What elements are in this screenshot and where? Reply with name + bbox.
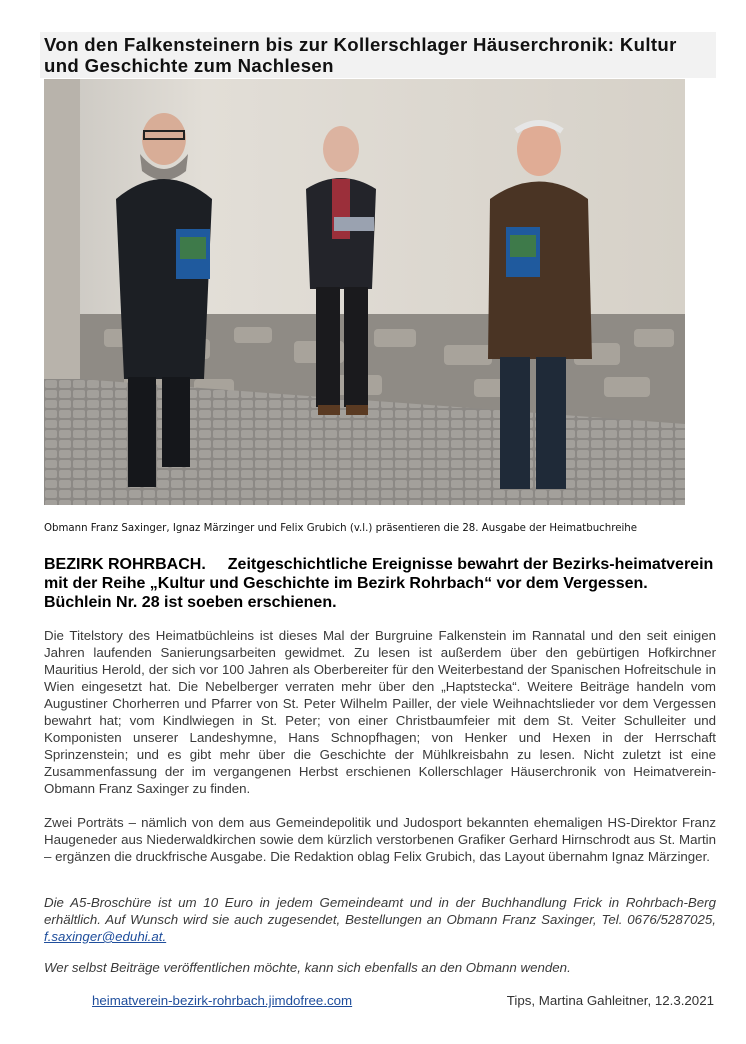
body-paragraph-3 xyxy=(44,894,716,945)
article-title: Von den Falkensteinern bis zur Kollerschlager Häuserchronik: Kultur und Geschichte zum Nachlesen xyxy=(44,34,677,76)
email-link[interactable]: f.saxinger@eduhi.at. xyxy=(44,929,167,944)
source-credit: Tips, Martina Gahleitner, 12.3.2021 xyxy=(506,993,714,1008)
lead-region: BEZIRK ROHRBACH. xyxy=(44,556,206,573)
body-paragraph-4: Wer selbst Beiträge veröffentlichen möchte, kann sich ebenfalls an den Obmann wenden. xyxy=(44,960,571,975)
lead-text: Zeitgeschichtliche Ereignisse bewahrt der Bezirks-heimatverein mit der Reihe „Kultur und Geschichte im Bezirk Rohrbach“ vor dem Vergessen. Büchlein Nr. 28 ist soeben erschienen. xyxy=(44,556,714,611)
building-edge xyxy=(44,79,80,379)
photo-caption: Obmann Franz Saxinger, Ignaz Märzinger und Felix Grubich (v.l.) präsentieren die 28. Ausgabe der Heimatbuchreihe xyxy=(44,523,638,534)
article-photo xyxy=(44,79,685,505)
body-paragraph-1: Die Titelstory des Heimatbüchleins ist dieses Mal der Burgruine Falkenstein im Rannatal und den seit einigen Jahren laufenden Sanierungsarbeiten gewidmet. Zu lesen ist außerdem über den gebürtigen Hofkirchner Mauritius Herold, der sich vor 100 Jahren als Oberbereiter für den Weiterbestand der Spanischen Hofreitschule in Wien eingesetzt hat. Die Nebelberger verraten mehr über den „Haptstecka“. Weitere Beiträge handeln vom Augustiner Chorherren und Pfarrer von St. Peter Wilhelm Pailler, der viele Weihnachtslieder vor dem Vergessen bewahrt hat; vom Kindlwiegen in St. Peter; von einer Christbaumfeier mit dem St. Veiter Schulleiter und Komponisten unserer Landeshymne, Hans Schnopfhagen; von Henker und Hexen in der Herrschaft Sprinzenstein; und es gibt mehr über die Geschichte der Mühlkreisbahn zu lesen. Nicht zuletzt ist eine Zusammenfassung der im vergangenen Herbst erschienen Kollerschlager Häuserchronik von Heimatverein-Obmann Franz Saxinger zu finden. xyxy=(44,628,716,796)
article-lead xyxy=(44,555,716,612)
body-paragraph-2: Zwei Porträts – nämlich von dem aus Gemeindepolitik und Judosport bekannten ehemaligen HS-Direktor Franz Haugeneder aus Niederwaldkirchen sowie dem kürzlich verstorbenen Grafiker Gerhard Hirnschrodt aus St. Martin – ergänzen die druckfrische Ausgabe. Die Redaktion oblag Felix Grubich, das Layout übernahm Ignaz Märzinger. xyxy=(44,815,716,864)
order-info-text: Die A5-Broschüre ist um 10 Euro in jedem Gemeindeamt und in der Buchhandlung Frick in Rohrbach-Berg erhältlich. Auf Wunsch wird sie auch zugesendet, Bestellungen an Obmann Franz Saxinger, Tel. 0676/5287025, xyxy=(44,895,716,927)
website-link[interactable]: heimatverein-bezirk-rohrbach.jimdofree.com xyxy=(92,993,353,1008)
